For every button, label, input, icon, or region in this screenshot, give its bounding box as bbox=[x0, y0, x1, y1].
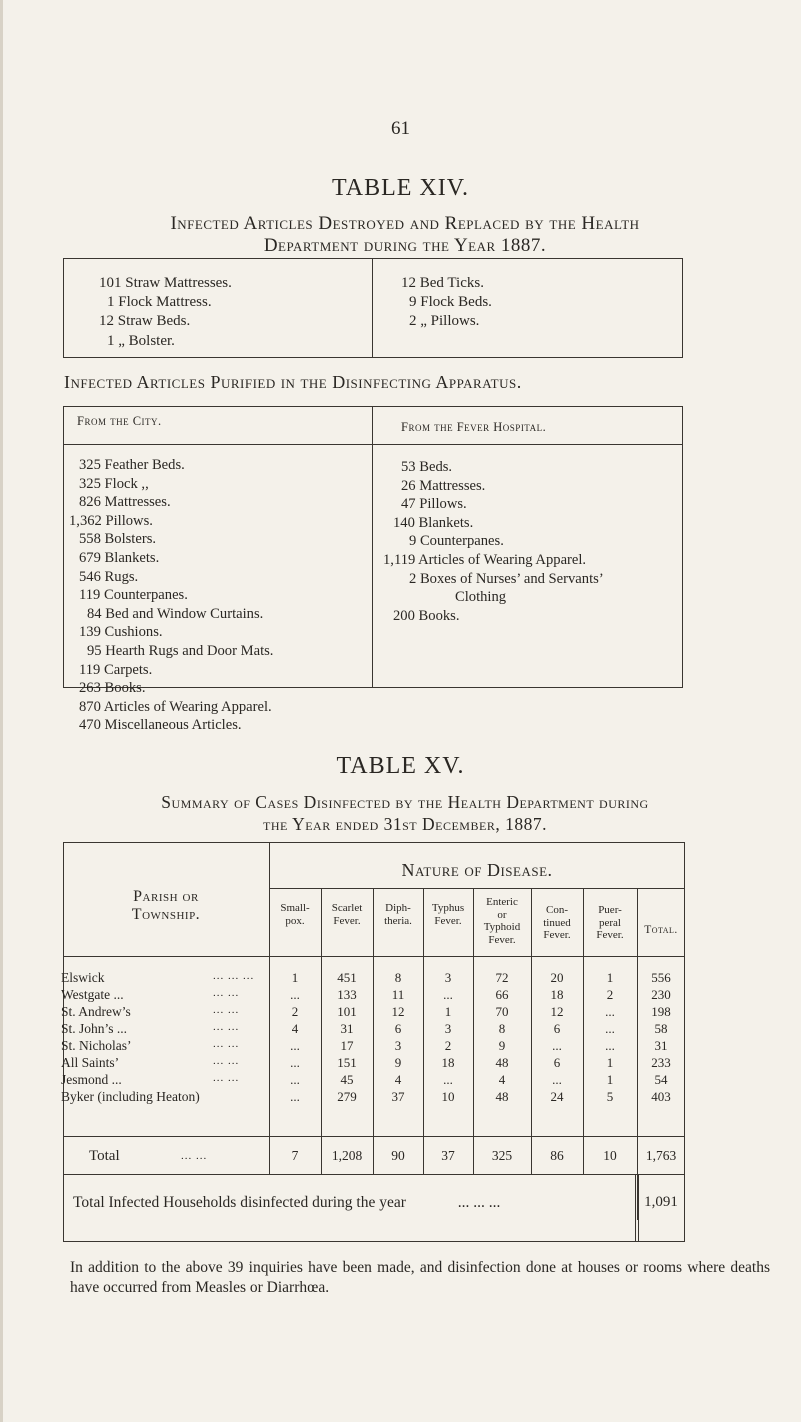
list-item: 470 Miscellaneous Articles. bbox=[79, 717, 242, 734]
row-label: Byker (including Heaton) bbox=[61, 1089, 200, 1104]
col-header-line: Typhus bbox=[431, 902, 465, 914]
households-label: Total Infected Households disinfected during the year bbox=[73, 1194, 406, 1211]
city-heading: From the City. bbox=[77, 414, 162, 428]
table-cell: 31 bbox=[340, 1021, 354, 1036]
col-header-line: Fever. bbox=[488, 933, 516, 946]
list-item: 1 „ Bolster. bbox=[107, 332, 175, 349]
col-header-smallpox bbox=[269, 902, 321, 927]
table-cell: 101 bbox=[337, 1004, 357, 1019]
table-cell: 18 bbox=[550, 987, 564, 1002]
total-dots: ... ... bbox=[181, 1150, 208, 1162]
table-cell: 230 bbox=[651, 987, 671, 1002]
list-item: Clothing bbox=[455, 589, 507, 606]
table-cell: 3 bbox=[394, 1038, 402, 1053]
table14-subtitle-line1: Infected Articles Destroyed and Replaced by the Health bbox=[170, 213, 640, 234]
list-item: 12 Straw Beds. bbox=[99, 313, 191, 330]
total-cell: 37 bbox=[441, 1148, 455, 1163]
table15-title: TABLE XV. bbox=[336, 753, 465, 779]
table14-subtitle bbox=[60, 213, 750, 257]
table-cell: 2 bbox=[606, 987, 614, 1002]
table-cell: 10 bbox=[441, 1089, 455, 1104]
total-cell: 1,763 bbox=[645, 1148, 677, 1163]
table-cell: ... bbox=[605, 1021, 615, 1036]
table-cell: 12 bbox=[550, 1004, 564, 1019]
col-header-enteric bbox=[473, 896, 531, 946]
table-cell: 20 bbox=[550, 970, 564, 985]
table-cell: 31 bbox=[654, 1038, 668, 1053]
row-label: Westgate ... bbox=[61, 987, 124, 1002]
row-dots: ... ... bbox=[213, 1072, 240, 1084]
list-item: 84 Bed and Window Curtains. bbox=[87, 605, 264, 622]
col-header-line: Fever. bbox=[434, 914, 462, 927]
table-cell: 2 bbox=[444, 1038, 452, 1053]
table-cell: 1 bbox=[291, 970, 299, 985]
col-header-line: Diph- bbox=[385, 902, 411, 914]
col-header-line: peral bbox=[599, 916, 621, 929]
row-dots: ... ... bbox=[213, 1038, 240, 1050]
row-dots: ... ... bbox=[213, 1021, 240, 1033]
table-cell: 1 bbox=[606, 1055, 614, 1070]
total-cell: 86 bbox=[550, 1148, 564, 1163]
total-cell: 1,208 bbox=[331, 1148, 363, 1163]
destroyed-right-list bbox=[401, 274, 492, 332]
total-cell: 7 bbox=[291, 1148, 299, 1163]
col-header-line: Puer- bbox=[598, 904, 622, 916]
table15-subtitle-line2: the Year ended 31st December, 1887. bbox=[263, 814, 547, 834]
list-item: 139 Cushions. bbox=[79, 624, 163, 641]
table14-subtitle-line2: Department during the Year 1887. bbox=[263, 235, 547, 256]
purified-box bbox=[63, 406, 683, 734]
row-dots: ... ... ... bbox=[213, 970, 255, 982]
table-cell: 37 bbox=[391, 1089, 405, 1104]
table-cell: 72 bbox=[495, 970, 509, 985]
table-cell: 70 bbox=[495, 1004, 509, 1019]
table-cell: 6 bbox=[553, 1055, 561, 1070]
list-item: 53 Beds. bbox=[401, 459, 453, 475]
col-header-puerperal bbox=[583, 904, 637, 942]
list-item: 1,119 Articles of Wearing Apparel. bbox=[383, 551, 587, 568]
table-cell: ... bbox=[290, 1038, 300, 1053]
list-item: 558 Bolsters. bbox=[79, 531, 157, 548]
table-cell: 3 bbox=[444, 970, 452, 985]
purified-heading: Infected Articles Purified in the Disinfecting Apparatus. bbox=[64, 372, 522, 392]
table-cell: 58 bbox=[654, 1021, 668, 1036]
list-item: 101 Straw Mattresses. bbox=[99, 275, 232, 291]
col-header-line: pox. bbox=[285, 914, 305, 927]
table-cell: 198 bbox=[651, 1004, 671, 1019]
list-item: 47 Pillows. bbox=[401, 496, 467, 513]
row-dots: ... ... bbox=[213, 987, 240, 999]
table-cell: ... bbox=[552, 1072, 562, 1087]
list-item: 140 Blankets. bbox=[393, 514, 474, 531]
list-item: 263 Books. bbox=[79, 680, 146, 697]
row-dots: ... ... bbox=[213, 1055, 240, 1067]
table-cell: 11 bbox=[391, 987, 405, 1002]
table-cell: 8 bbox=[498, 1021, 506, 1036]
table-cell: ... bbox=[290, 1055, 300, 1070]
table-cell: ... bbox=[443, 987, 453, 1002]
total-label: Total bbox=[89, 1148, 120, 1164]
list-item: 870 Articles of Wearing Apparel. bbox=[79, 698, 272, 715]
col-header-line: Fever. bbox=[596, 929, 624, 941]
table-cell: ... bbox=[443, 1072, 453, 1087]
table-cell: 48 bbox=[495, 1089, 509, 1104]
col-header-line: Total. bbox=[644, 924, 678, 936]
table-cell: 1 bbox=[606, 970, 614, 985]
list-item: 1 Flock Mattress. bbox=[107, 294, 212, 311]
table15-subtitle-line1: Summary of Cases Disinfected by the Health Department during bbox=[161, 792, 649, 812]
table-cell: 556 bbox=[651, 970, 671, 985]
total-cell: 90 bbox=[391, 1148, 405, 1163]
table-cell: 4 bbox=[498, 1072, 506, 1087]
col-header-line: Typhoid bbox=[483, 921, 521, 933]
table-cell: ... bbox=[290, 987, 300, 1002]
row-dots: ... ... bbox=[213, 1004, 240, 1016]
list-item: 1,362 Pillows. bbox=[69, 512, 153, 529]
table-cell: 2 bbox=[291, 1004, 299, 1019]
table-cell: 54 bbox=[654, 1072, 668, 1087]
table-cell: 66 bbox=[495, 987, 509, 1002]
list-item: 826 Mattresses. bbox=[79, 494, 171, 511]
parish-header-line2: Township. bbox=[131, 906, 201, 923]
list-item: 9 Counterpanes. bbox=[409, 533, 504, 550]
col-header-line: tinued bbox=[543, 916, 571, 929]
table-cell: 4 bbox=[394, 1072, 402, 1087]
table-cell: ... bbox=[290, 1072, 300, 1087]
list-item: 26 Mattresses. bbox=[401, 477, 486, 494]
list-item: 12 Bed Ticks. bbox=[401, 275, 484, 291]
table-cell: 45 bbox=[340, 1072, 354, 1087]
row-label: All Saints’ bbox=[61, 1055, 120, 1070]
households-value: 1,091 bbox=[644, 1194, 678, 1210]
table-cell: 3 bbox=[444, 1021, 452, 1036]
row-label: St. Andrew’s bbox=[61, 1004, 131, 1019]
table15-grid bbox=[63, 842, 685, 1242]
table-cell: ... bbox=[552, 1038, 562, 1053]
col-header-diphtheria bbox=[373, 902, 423, 927]
table-cell: 133 bbox=[337, 987, 357, 1002]
list-item: 200 Books. bbox=[393, 607, 460, 624]
total-cell: 325 bbox=[491, 1148, 513, 1163]
table-cell: 1 bbox=[444, 1004, 452, 1019]
page-edge-shadow bbox=[0, 0, 3, 1422]
col-header-line: Small- bbox=[280, 902, 310, 914]
city-items-list bbox=[69, 456, 273, 735]
list-item: 325 Flock ,, bbox=[79, 475, 149, 492]
table-cell: 451 bbox=[337, 970, 357, 985]
list-item: 2 Boxes of Nurses’ and Servants’ bbox=[409, 570, 604, 587]
table-cell: 151 bbox=[337, 1055, 357, 1070]
households-dots: ... ... ... bbox=[457, 1194, 501, 1211]
list-item: 2 „ Pillows. bbox=[409, 313, 480, 330]
hospital-items-list bbox=[383, 458, 604, 625]
col-header-line: Fever. bbox=[543, 929, 571, 941]
list-item: 95 Hearth Rugs and Door Mats. bbox=[87, 642, 274, 659]
row-label: St. Nicholas’ bbox=[61, 1038, 132, 1053]
list-item: 679 Blankets. bbox=[79, 549, 160, 566]
parish-header bbox=[63, 888, 269, 924]
table-cell: 1 bbox=[606, 1072, 614, 1087]
list-item: 325 Feather Beds. bbox=[79, 457, 185, 473]
nature-header: Nature of Disease. bbox=[401, 860, 553, 880]
col-header-typhus bbox=[423, 902, 473, 927]
col-header-line: theria. bbox=[384, 914, 412, 927]
destroyed-replaced-box bbox=[63, 258, 683, 358]
col-header-line: Con- bbox=[546, 904, 568, 916]
row-label: Elswick bbox=[61, 970, 105, 985]
hospital-heading: From the Fever Hospital. bbox=[401, 420, 547, 434]
total-cell: 10 bbox=[603, 1148, 617, 1163]
table-cell: 6 bbox=[394, 1021, 402, 1036]
col-header-line: Enteric bbox=[486, 896, 518, 908]
table-cell: 18 bbox=[441, 1055, 455, 1070]
col-header-continued bbox=[531, 904, 583, 942]
table-cell: 48 bbox=[495, 1055, 509, 1070]
table-cell: 5 bbox=[606, 1089, 614, 1104]
table-cell: ... bbox=[605, 1038, 615, 1053]
table-cell: 12 bbox=[391, 1004, 405, 1019]
table-cell: 9 bbox=[498, 1038, 506, 1053]
table-cell: 8 bbox=[394, 970, 402, 985]
col-header-line: Scarlet bbox=[331, 902, 363, 914]
table-cell: ... bbox=[290, 1089, 300, 1104]
table-cell: 233 bbox=[651, 1055, 671, 1070]
col-header-total bbox=[637, 924, 685, 937]
col-header-line: or bbox=[497, 908, 507, 921]
col-header-scarlet bbox=[321, 902, 373, 927]
table-cell: ... bbox=[605, 1004, 615, 1019]
table15-subtitle bbox=[60, 791, 750, 835]
page-number: 61 bbox=[391, 118, 410, 139]
table-cell: 17 bbox=[340, 1038, 354, 1053]
parish-header-line1: Parish or bbox=[133, 888, 199, 905]
list-item: 119 Carpets. bbox=[79, 661, 153, 678]
table-cell: 24 bbox=[550, 1089, 564, 1104]
destroyed-left-list bbox=[99, 274, 232, 351]
table-cell: 9 bbox=[394, 1055, 402, 1070]
table-cell: 6 bbox=[553, 1021, 561, 1036]
table-cell: 403 bbox=[651, 1089, 671, 1104]
list-item: 546 Rugs. bbox=[79, 568, 139, 585]
footnote: In addition to the above 39 inquiries have been made, and disinfection done at houses or rooms where deaths have occurred from Measles or Diarrhœa. bbox=[70, 1259, 770, 1296]
row-label: Jesmond ... bbox=[61, 1072, 122, 1087]
list-item: 119 Counterpanes. bbox=[79, 587, 188, 604]
col-header-line: Fever. bbox=[333, 914, 361, 927]
table14-title: TABLE XIV. bbox=[332, 175, 469, 201]
list-item: 9 Flock Beds. bbox=[409, 294, 492, 311]
households-label-row bbox=[73, 1194, 500, 1212]
row-label: St. John’s ... bbox=[61, 1021, 128, 1036]
table-cell: 279 bbox=[337, 1089, 357, 1104]
table-cell: 4 bbox=[291, 1021, 299, 1036]
